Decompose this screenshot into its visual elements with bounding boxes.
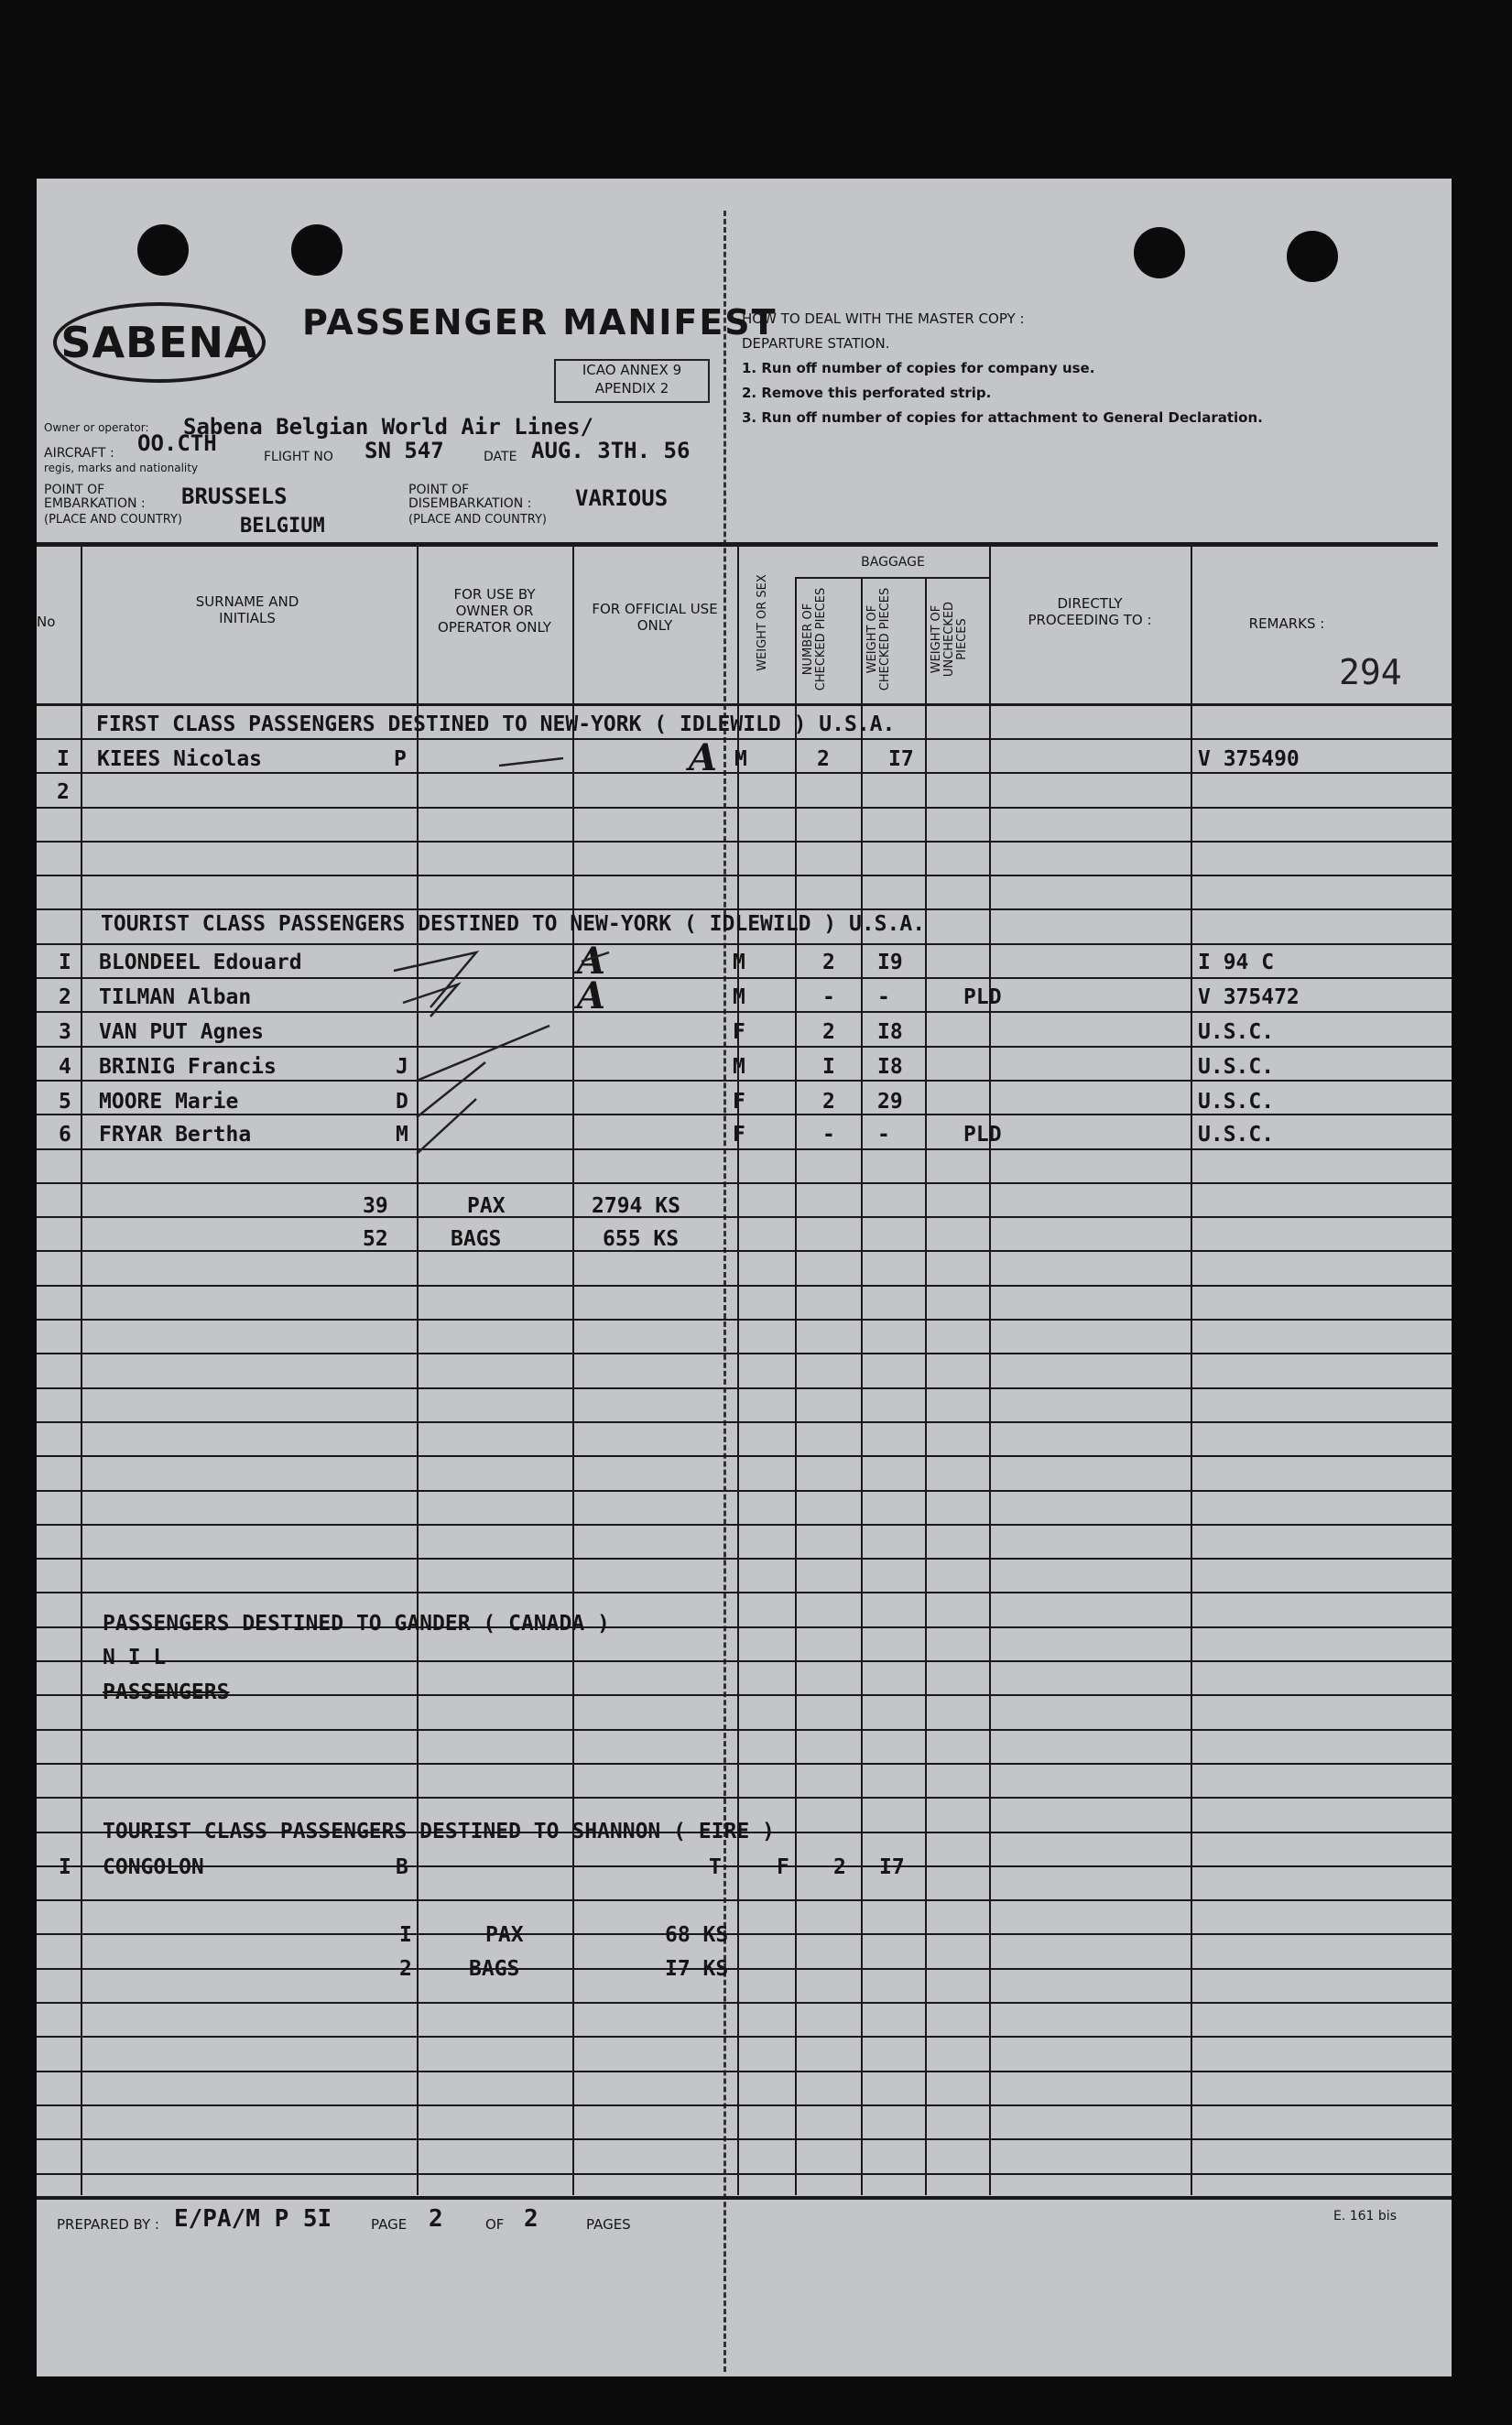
remarks: V 375490	[1198, 747, 1300, 771]
passenger-name: BLONDEEL Edouard	[99, 951, 302, 974]
total-count: I	[399, 1923, 412, 1947]
pen-stroke	[417, 1099, 476, 1154]
prepared-by-label: PREPARED BY :	[57, 2216, 159, 2233]
passenger-sex: F	[733, 1123, 745, 1147]
pen-stroke	[394, 952, 476, 1007]
official-mark: A	[689, 736, 718, 779]
remarks: U.S.C.	[1198, 1020, 1275, 1044]
passenger-name: BRINIG Francis	[99, 1055, 277, 1079]
checked-pieces: I	[822, 1055, 835, 1079]
row-number: 3	[59, 1020, 71, 1044]
sabena-logo: SABENA	[53, 302, 266, 383]
embarkation-country: BELGIUM	[240, 515, 325, 538]
checked-weight: I7	[888, 747, 914, 771]
passenger-sex: M	[734, 747, 747, 771]
flight-label: FLIGHT NO	[264, 450, 333, 464]
remarks: U.S.C.	[1198, 1123, 1275, 1147]
checked-weight: I7	[879, 1855, 905, 1879]
passenger-name: VAN PUT Agnes	[99, 1020, 265, 1044]
section-tourist-ny: TOURIST CLASS PASSENGERS DESTINED TO NEW-YORK ( IDLEWILD ) U.S.A.	[101, 912, 926, 936]
passenger-initial: B	[396, 1855, 408, 1879]
checked-pieces: 2	[833, 1855, 846, 1879]
annex-line: APENDIX 2	[594, 380, 669, 397]
disembarkation-label: POINT OF DISEMBARKATION :	[408, 483, 532, 511]
instructions-title: HOW TO DEAL WITH THE MASTER COPY :	[742, 310, 1025, 327]
passenger-name: MOORE Marie	[99, 1090, 239, 1114]
page-title: PASSENGER MANIFEST	[302, 302, 778, 343]
unchecked-weight: PLD	[963, 1123, 1002, 1147]
row-number: 6	[59, 1123, 71, 1147]
total-value: 2794 KS	[592, 1194, 680, 1218]
total-value: 68 KS	[665, 1923, 729, 1947]
total-value: I7 KS	[665, 1957, 729, 1981]
col-header-remarks: REMARKS :	[1248, 615, 1325, 632]
embarkation-sublabel: (PLACE AND COUNTRY)	[44, 513, 183, 527]
col-header-checked-weight: WEIGHT OF CHECKED PIECES	[865, 587, 892, 691]
checked-weight: 29	[877, 1090, 903, 1114]
page-value: 2	[429, 2205, 443, 2233]
disembarkation-sublabel: (PLACE AND COUNTRY)	[408, 513, 548, 527]
gander-struck-text: PASSENGERS	[103, 1680, 230, 1704]
pen-stroke	[499, 758, 563, 766]
of-value: 2	[524, 2205, 538, 2233]
section-first-class: FIRST CLASS PASSENGERS DESTINED TO NEW-YORK ( IDLEWILD ) U.S.A.	[96, 712, 896, 736]
checked-pieces: -	[822, 985, 835, 1009]
section-gander: PASSENGERS DESTINED TO GANDER ( CANADA )	[103, 1612, 610, 1636]
annex-line: ICAO ANNEX 9	[582, 362, 682, 378]
passenger-name: CONGOLON	[103, 1855, 204, 1879]
passenger-sex: F	[733, 1020, 745, 1044]
total-count: 39	[363, 1194, 388, 1218]
checked-pieces: -	[822, 1123, 835, 1147]
passenger-sex: M	[733, 985, 745, 1009]
col-header-surname: SURNAME AND INITIALS	[195, 593, 299, 626]
checked-weight: I8	[877, 1020, 903, 1044]
row-number: I	[59, 1855, 71, 1879]
row-number: I	[59, 951, 71, 974]
checked-weight: I9	[877, 951, 903, 974]
section-shannon: TOURIST CLASS PASSENGERS DESTINED TO SHANNON ( EIRE )	[103, 1820, 775, 1843]
row-number: I	[57, 747, 70, 771]
checked-weight: -	[877, 1123, 890, 1147]
pen-stroke	[417, 1062, 485, 1117]
col-header-official-use: FOR OFFICIAL USE ONLY	[592, 601, 718, 634]
checked-pieces: 2	[822, 1090, 835, 1114]
pages-label: PAGES	[586, 2216, 631, 2233]
remarks: U.S.C.	[1198, 1090, 1275, 1114]
owner-value: Sabena Belgian World Air Lines/	[183, 414, 593, 440]
total-count: 2	[399, 1957, 412, 1981]
passenger-name: TILMAN Alban	[99, 985, 252, 1009]
instruction-item: 1. Run off number of copies for company use.	[742, 360, 1095, 376]
passenger-sex: M	[733, 1055, 745, 1079]
col-header-directly: DIRECTLY PROCEEDING TO :	[1028, 595, 1152, 628]
col-header-checked-pieces: NUMBER OF CHECKED PIECES	[801, 587, 828, 691]
pen-stroke	[417, 1026, 549, 1081]
checked-pieces: 2	[822, 1020, 835, 1044]
col-header-baggage: BAGGAGE	[861, 555, 925, 570]
of-label: OF	[485, 2216, 505, 2233]
aircraft-value: OO.CTH	[137, 430, 217, 456]
row-number: 2	[59, 985, 71, 1009]
checked-weight: I8	[877, 1055, 903, 1079]
prepared-by-value: E/PA/M P 5I	[174, 2205, 332, 2233]
flight-value: SN 547	[364, 438, 444, 463]
passenger-initial: M	[396, 1123, 408, 1147]
passenger-name: KIEES Nicolas	[97, 747, 263, 771]
col-header-no: No	[37, 614, 56, 630]
total-count: 52	[363, 1227, 388, 1251]
passenger-sex: M	[733, 951, 745, 974]
instruction-item: 3. Run off number of copies for attachment to General Declaration.	[742, 409, 1263, 426]
aircraft-sublabel: regis, marks and nationality	[44, 462, 199, 474]
embarkation-value: BRUSSELS	[181, 484, 288, 509]
page-label: PAGE	[371, 2216, 408, 2233]
passenger-sex: F	[733, 1090, 745, 1114]
pen-stroke	[582, 952, 609, 962]
instructions-subtitle: DEPARTURE STATION.	[742, 335, 890, 352]
passenger-initial: J	[396, 1055, 408, 1079]
total-label: PAX	[467, 1194, 506, 1218]
instruction-item: 2. Remove this perforated strip.	[742, 385, 992, 401]
pen-stroke	[403, 984, 458, 1017]
row-number: 4	[59, 1055, 71, 1079]
gander-nil: N I L	[103, 1646, 167, 1669]
date-value: AUG. 3TH. 56	[531, 438, 691, 463]
official-mark: A	[577, 974, 606, 1017]
passenger-sex: F	[777, 1855, 789, 1879]
passenger-initial: P	[394, 747, 407, 771]
remarks: U.S.C.	[1198, 1055, 1275, 1079]
unchecked-weight: PLD	[963, 985, 1002, 1009]
checked-pieces: 2	[822, 951, 835, 974]
date-label: DATE	[484, 450, 517, 464]
total-label: BAGS	[451, 1227, 502, 1251]
total-label: BAGS	[469, 1957, 520, 1981]
remarks: V 375472	[1198, 985, 1300, 1009]
col-header-weight-sex: WEIGHT OR SEX	[756, 574, 769, 671]
row-number: 5	[59, 1090, 71, 1114]
official-mark: A	[577, 940, 606, 983]
form-id: E. 161 bis	[1333, 2209, 1397, 2224]
total-label: PAX	[485, 1923, 524, 1947]
disembarkation-value: VARIOUS	[575, 485, 669, 511]
official-mark: T	[709, 1855, 722, 1879]
row-number: 2	[57, 780, 70, 804]
checked-weight: -	[877, 985, 890, 1009]
checked-pieces: 2	[817, 747, 830, 771]
embarkation-label: POINT OF EMBARKATION :	[44, 483, 146, 511]
passenger-name: FRYAR Bertha	[99, 1123, 252, 1147]
total-value: 655 KS	[603, 1227, 680, 1251]
col-header-owner-use: FOR USE BY OWNER OR OPERATOR ONLY	[438, 586, 551, 636]
remarks: I 94 C	[1198, 951, 1275, 974]
col-header-unchecked-weight: WEIGHT OF UNCHECKED PIECES	[930, 601, 969, 678]
owner-label: Owner or operator:	[44, 421, 149, 434]
page-stamp-number: 294	[1339, 652, 1402, 692]
aircraft-label: AIRCRAFT :	[44, 446, 114, 461]
passenger-initial: D	[396, 1090, 408, 1114]
